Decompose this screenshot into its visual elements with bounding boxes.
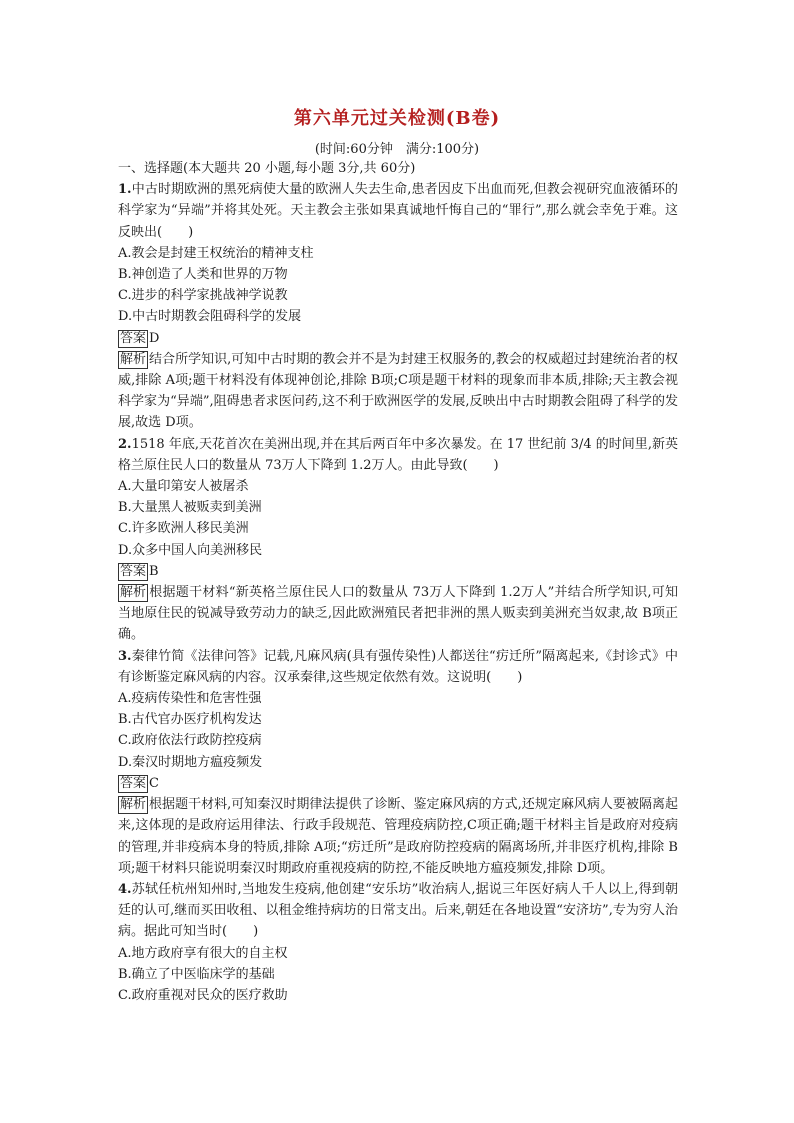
answer-line (118, 328, 678, 349)
question-number: 4. (118, 881, 132, 897)
question-text: 秦律竹简《法律问答》记载,凡麻风病(具有强传染性)人都送往“疠迁所”隔离起来,《封诊式》中有诊断鉴定麻风病的内容。汉承秦律,这些规定依然有效。这说明( ) (118, 648, 678, 685)
option-a: A.教会是封建王权统治的精神支柱 (118, 245, 314, 261)
explanation-text: 根据题干材料,可知秦汉时期律法提供了诊断、鉴定麻风病的方式,还规定麻风病人要被隔离起来,这体现的是政府运用律法、行政手段规范、管理疫病防控,C项正确;题干材料主旨是政府对疫病的管理,并非疫病本身的特质,排除 A项;“疠迁所”是政府防控疫病的隔离场所,并非医疗机构,排除 B项;题干材料只能说明秦汉时期政府重视疫病的防控,不能反映地方瘟疫频发,排除 D项。 (118, 797, 678, 876)
option-d: D.众多中国人向美洲移民 (118, 542, 263, 558)
option-b: B.神创造了人类和世界的万物 (118, 267, 288, 283)
answer-line (118, 561, 678, 582)
option-d: D.中古时期教会阻碍科学的发展 (118, 309, 302, 325)
question-text: 苏轼任杭州知州时,当地发生疫病,他创建“安乐坊”收治病人,据说三年医好病人千人以上,得到朝廷的认可,继而买田收租、以租金维持病坊的日常支出。后来,朝廷在各地设置“安济坊”,专为穷人治病。据此可知当时( ) (118, 881, 678, 940)
explanation (118, 794, 678, 879)
option-b: B.大量黑人被贩卖到美洲 (118, 500, 262, 516)
option-b: B.确立了中医临床学的基础 (118, 966, 275, 982)
question-stem (118, 646, 678, 688)
answer-value: D (149, 330, 160, 346)
explanation-tag: 解析 (120, 797, 147, 813)
question-number: 1. (118, 182, 132, 198)
question-number: 2. (118, 436, 132, 452)
question-text: 中古时期欧洲的黑死病使大量的欧洲人失去生命,患者因皮下出血而死,但教会视研究血液循环的科学家为“异端”并将其处死。天主教会主张如果真诚地忏悔自己的“罪行”,那么就会幸免于难。这反映出( ) (118, 182, 678, 240)
question-stem (118, 179, 678, 243)
question-2 (118, 434, 678, 646)
answer-value: C (149, 775, 159, 791)
question-stem (118, 434, 678, 476)
option-c: C.许多欧洲人移民美洲 (118, 521, 249, 537)
explanation-text: 结合所学知识,可知中古时期的教会并不是为封建王权服务的,教会的权威超过封建统治者的权威,排除 A项;题干材料没有体现神创论,排除 B项;C项是题干材料的现象而非本质,排除;天主教会视科学家为“异端”,阻碍患者求医问药,这不利于欧洲医学的发展,反映出中古时期教会阻碍了科学的发展,故选 D项。 (118, 351, 678, 431)
exam-time-score: (时间:60分钟 满分:100分) (314, 142, 480, 157)
question-text: 1518 年底,天花首次在美洲出现,并在其后两百年中多次暴发。在 17 世纪前 3/4 的时间里,新英格兰原住民人口的数量从 73万人下降到 1.2万人。由此导致( ) (118, 436, 678, 473)
answer-tag: 答案 (120, 563, 147, 579)
explanation (118, 349, 678, 434)
document-body (118, 158, 678, 1006)
page-title: 第六单元过关检测(B卷) (293, 108, 501, 129)
option-b: B.古代官办医疗机构发达 (118, 712, 262, 728)
question-3 (118, 646, 678, 879)
question-stem (118, 879, 678, 943)
answer-tag: 答案 (120, 330, 147, 346)
option-c: C.进步的科学家挑战神学说教 (118, 288, 288, 304)
answer-line (118, 773, 678, 794)
question-4 (118, 879, 678, 1006)
explanation-text: 根据题干材料“新英格兰原住民人口的数量从 73万人下降到 1.2万人”并结合所学知识,可知当地原住民的锐减导致劳动力的缺乏,因此欧洲殖民者把非洲的黑人贩卖到美洲充当奴隶,故 B项正确。 (118, 585, 678, 643)
answer-tag: 答案 (120, 775, 147, 791)
option-c: C.政府依法行政防控疫病 (118, 733, 262, 749)
question-number: 3. (118, 648, 132, 664)
section-heading: 一、选择题(本大题共 20 小题,每小题 3分,共 60分) (118, 161, 416, 176)
question-1 (118, 179, 678, 433)
option-a: A.地方政府享有很大的自主权 (118, 945, 288, 961)
explanation-tag: 解析 (120, 585, 147, 601)
option-a: A.疫病传染性和危害性强 (118, 691, 262, 707)
answer-value: B (149, 563, 159, 579)
option-a: A.大量印第安人被屠杀 (118, 479, 249, 495)
explanation-tag: 解析 (120, 351, 147, 367)
option-d: D.秦汉时期地方瘟疫频发 (118, 754, 263, 770)
explanation (118, 582, 678, 646)
option-c: C.政府重视对民众的医疗救助 (118, 987, 288, 1003)
